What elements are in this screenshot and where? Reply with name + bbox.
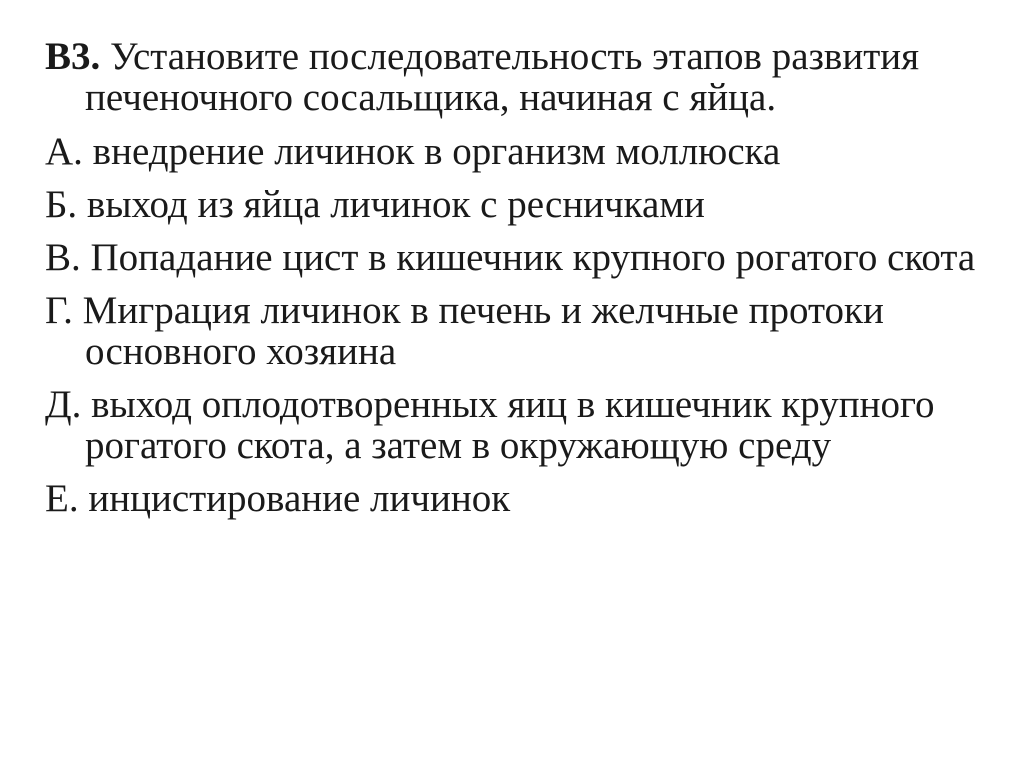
option-letter: В. (45, 236, 81, 279)
option-text: выход оплодотворенных яиц в кишечник крупного рогатого скота, а затем в окружающую среду (81, 383, 935, 467)
option-letter: Б. (45, 183, 78, 226)
slide-content (45, 36, 995, 531)
option-d (45, 384, 995, 466)
option-letter: Е. (45, 477, 79, 520)
question-number: В3. (45, 35, 101, 78)
question-text (45, 36, 995, 118)
option-letter: А. (45, 130, 83, 173)
option-g (45, 290, 995, 372)
option-b (45, 184, 995, 225)
option-text: инцистирование личинок (78, 477, 511, 520)
option-text: Попадание цист в кишечник крупного рогатого скота (80, 236, 976, 279)
option-letter: Г. (45, 289, 73, 332)
option-a (45, 131, 995, 172)
option-text: Миграция личинок в печень и желчные протоки основного хозяина (72, 289, 884, 373)
option-letter: Д. (45, 383, 82, 426)
question-body: Установите последовательность этапов развития печеночного сосальщика, начиная с яйца. (85, 35, 920, 119)
option-text: внедрение личинок в организм моллюска (82, 130, 781, 173)
option-e (45, 478, 995, 519)
option-v (45, 237, 995, 278)
option-text: выход из яйца личинок с ресничками (77, 183, 705, 226)
